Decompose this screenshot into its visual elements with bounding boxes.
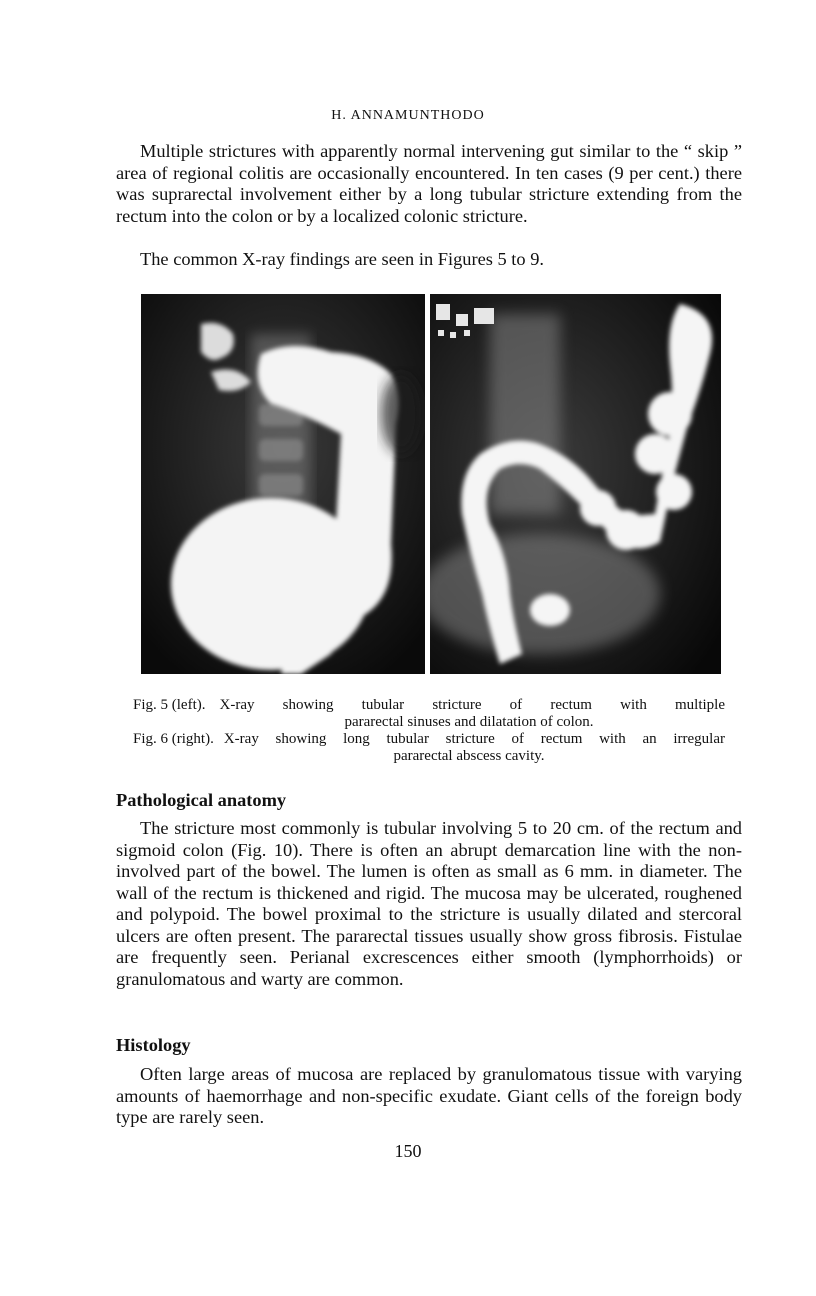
histology-paragraph: Often large areas of mucosa are replaced by granulomatous tissue with varying amounts of haemorrhage and non-specific exudate. Giant cells of the foreign body type are rarely seen. (116, 1064, 742, 1127)
figure-5-caption-label: Fig. 5 (left). (133, 697, 206, 713)
intro-paragraph: Multiple strictures with apparently normal intervening gut similar to the “ skip ” area of regional colitis are occasionally encountered. In ten cases (9 per cent.) there was suprarectal involvement either by a long tubular stricture extending from the rectum into the colon or by a localized colonic stricture. (116, 141, 742, 226)
figure-5-caption-line1: X-ray showing tubular stricture of rectum with multiple (219, 697, 725, 713)
section-heading-pathological-anatomy: Pathological anatomy (116, 790, 287, 810)
figure-6-caption-line2: pararectal abscess cavity. (393, 748, 545, 764)
figure-6-caption (133, 731, 725, 765)
figure-5-caption (133, 697, 725, 731)
figure-6-caption-label: Fig. 6 (right). (133, 731, 214, 747)
xray-findings-paragraph: The common X-ray findings are seen in Figures 5 to 9. (140, 249, 544, 269)
figure-panel (141, 294, 721, 674)
figure-6-caption-line1: X-ray showing long tubular stricture of rectum with an irregular (223, 731, 725, 747)
pathological-anatomy-paragraph: The stricture most commonly is tubular involving 5 to 20 cm. of the rectum and sigmoid colon (Fig. 10). There is often an abrupt demarcation line with the non-involved part of the bowel. The lumen is often as small as 6 mm. in diameter. The wall of the rectum is thickened and rigid. The mucosa may be ulcerated, roughened and polypoid. The bowel proximal to the stricture is usually dilated and stercoral ulcers are often present. The pararectal tissues usually show gross fibrosis. Fistulae are frequently seen. Perianal excrescences either smooth (lymphorrhoids) or granulomatous and warty are common. (116, 818, 742, 989)
running-head: H. ANNAMUNTHODO (331, 108, 485, 123)
figure-6-xray-image (430, 294, 721, 674)
figure-5-xray-image (141, 294, 425, 674)
figure-5-caption-line2: pararectal sinuses and dilatation of colon. (344, 714, 594, 730)
figure-5-xray-illustration (141, 294, 425, 674)
page-number: 150 (394, 1141, 422, 1161)
section-heading-histology: Histology (116, 1035, 191, 1055)
figure-6-xray-illustration (430, 294, 721, 674)
